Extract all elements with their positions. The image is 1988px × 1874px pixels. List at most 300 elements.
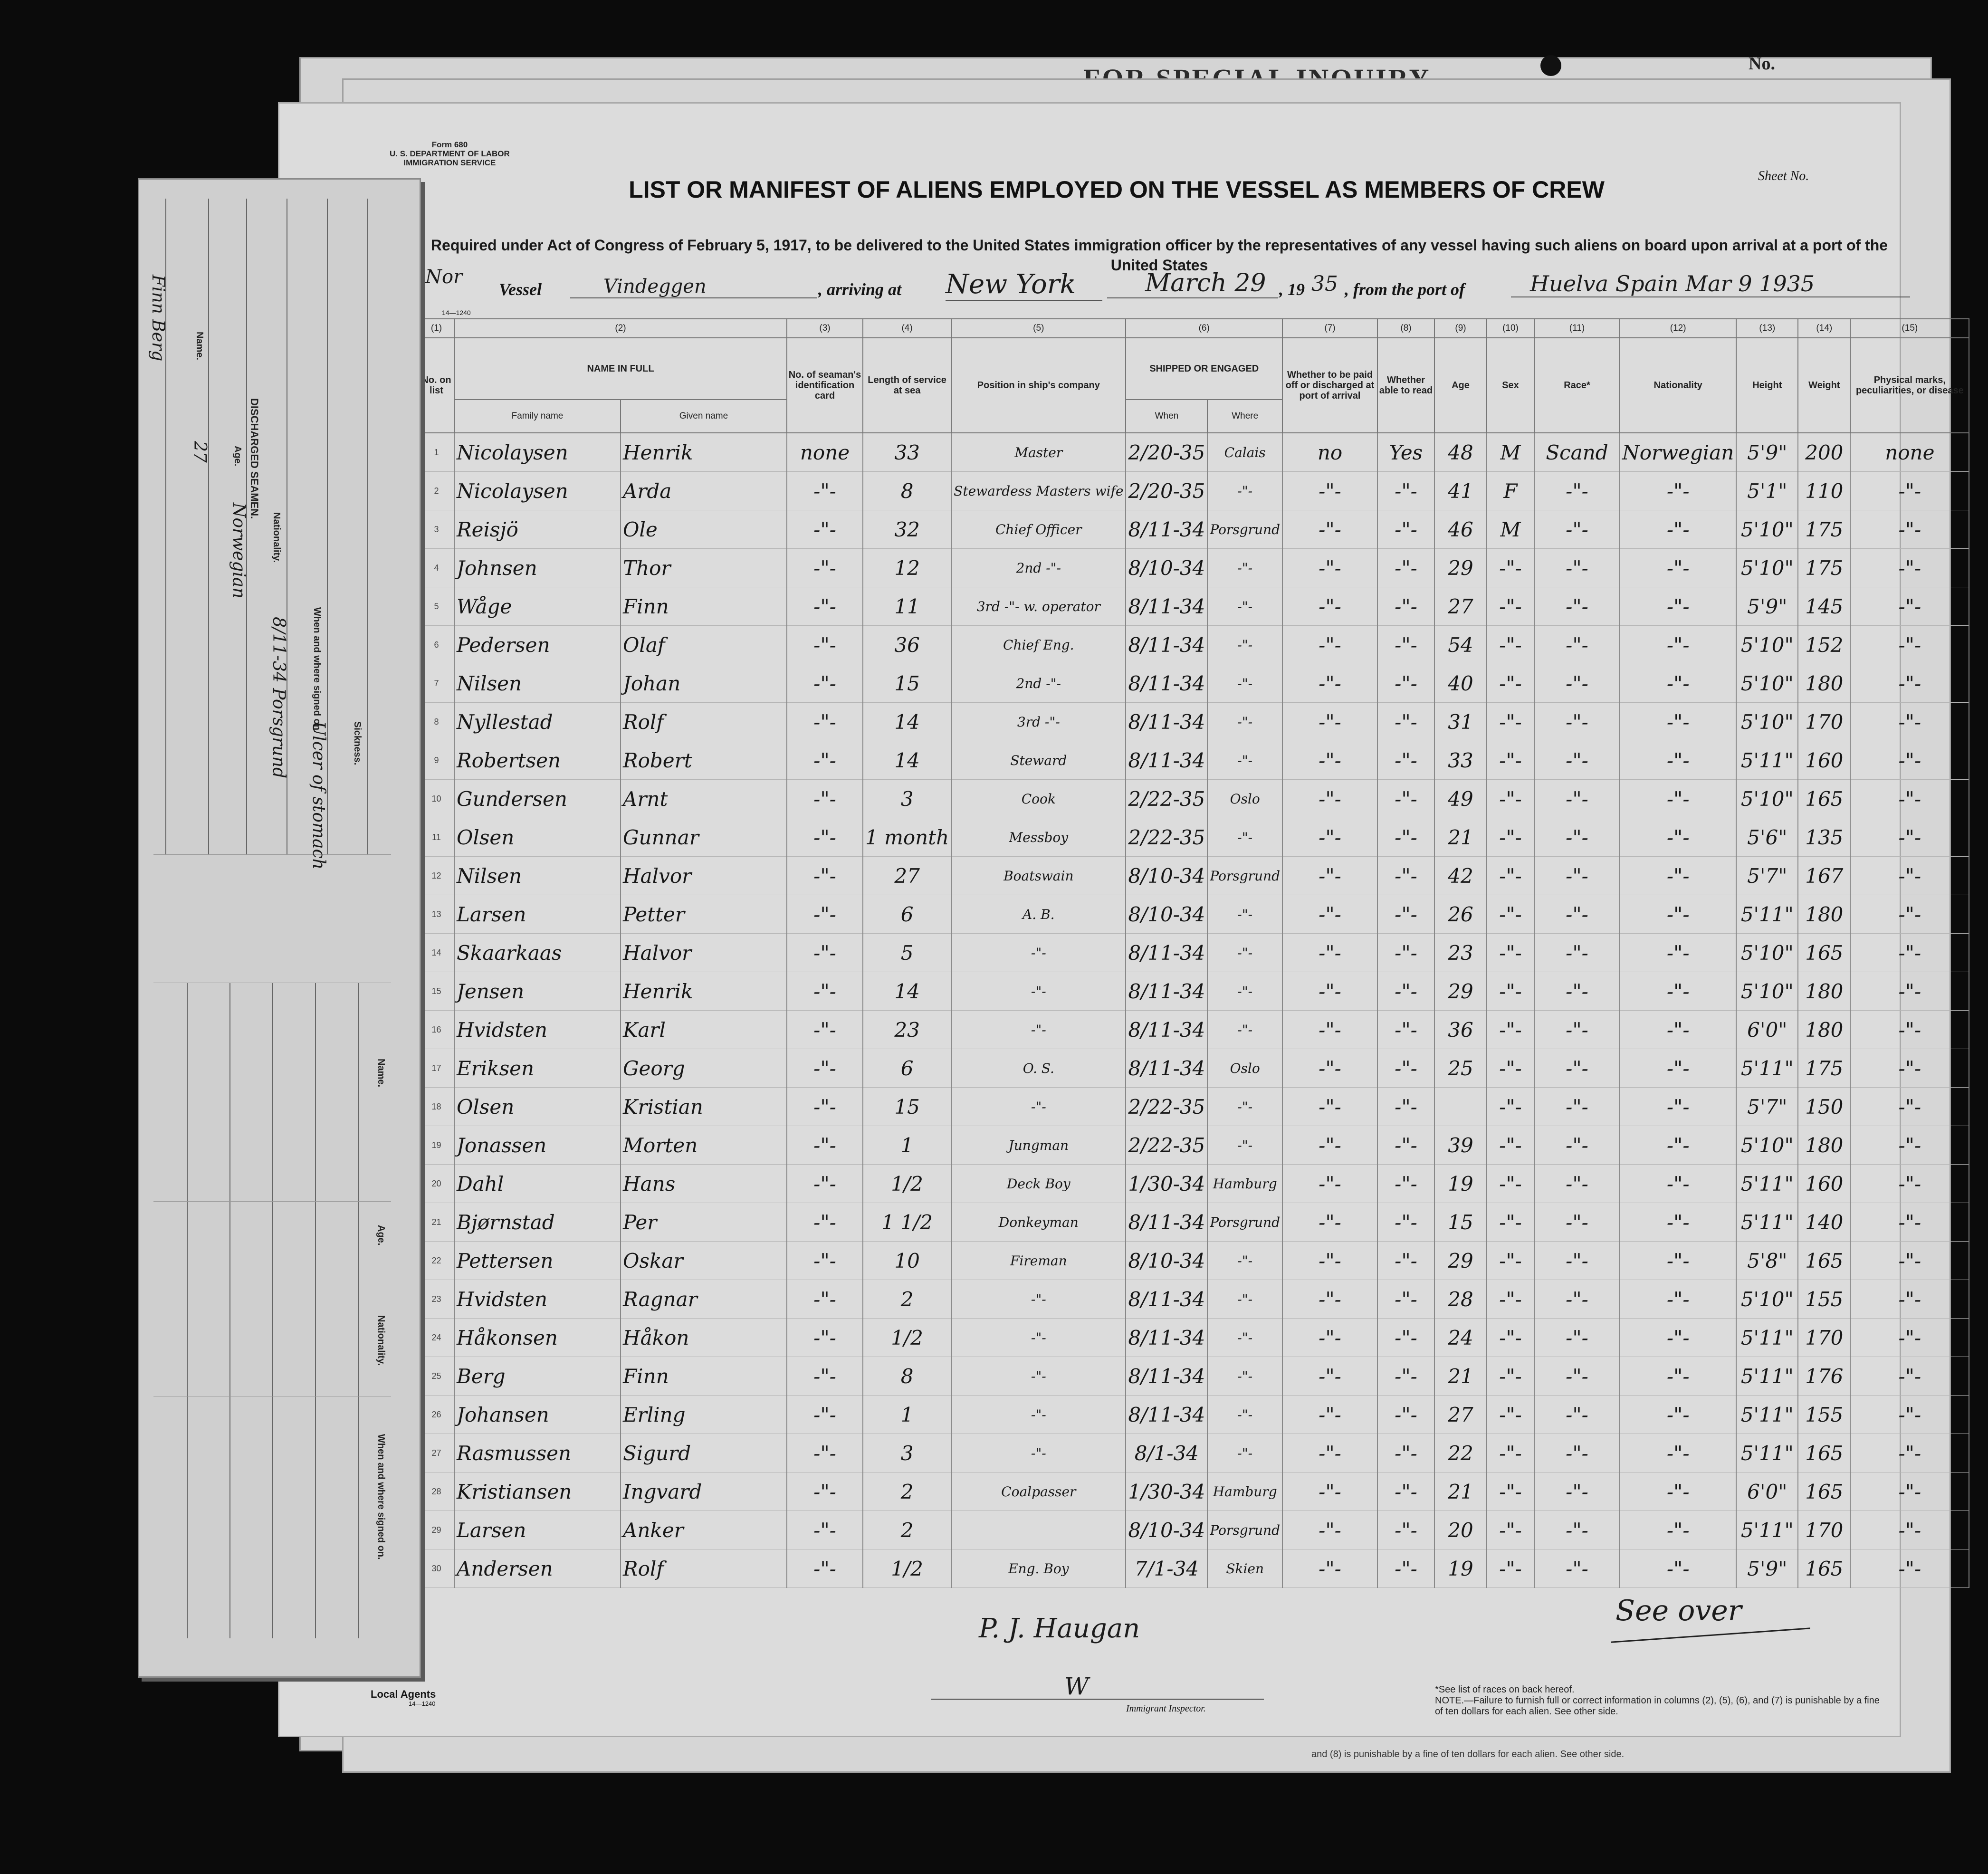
cell-weight: 180 [1798,1011,1850,1049]
cell-age: 54 [1434,626,1487,664]
cell-row-number: 2 [419,472,454,510]
cell-age: 21 [1434,818,1487,857]
cell-shipped-where: Hamburg [1207,1165,1282,1203]
cell-physical-marks: -"- [1850,1357,1969,1396]
cell-family-name: Wåge [454,587,621,626]
col-header-when: When [1126,400,1207,433]
cell-physical-marks: -"- [1850,1319,1969,1357]
cell-sex: -"- [1487,780,1534,818]
cell-nationality: -"- [1620,1396,1736,1434]
cell-able-read: -"- [1377,1088,1434,1126]
cell-row-number: 16 [419,1011,454,1049]
cell-paid-off: -"- [1282,1049,1377,1088]
cell-shipped-when: 2/22-35 [1126,1126,1207,1165]
cell-row-number: 18 [419,1088,454,1126]
strip-rule [315,983,316,1638]
cell-age [1434,1088,1487,1126]
cell-shipped-when: 8/10-34 [1126,549,1207,587]
cell-paid-off: -"- [1282,1549,1377,1588]
from-port-label: , from the port of [1345,280,1465,299]
cell-shipped-where: Porsgrund [1207,1511,1282,1549]
cell-length-service: 33 [863,433,951,472]
cell-weight: 175 [1798,549,1850,587]
sheet-number-label: Sheet No. [1758,169,1809,183]
cell-height: 5'10" [1736,934,1798,972]
cell-family-name: Jensen [454,972,621,1011]
cell-shipped-where: -"- [1207,626,1282,664]
cell-sex: -"- [1487,1357,1534,1396]
cell-sex: -"- [1487,972,1534,1011]
table-row [419,1549,1969,1588]
cell-able-read: -"- [1377,1472,1434,1511]
cell-id-card: -"- [787,510,863,549]
cell-row-number: 28 [419,1472,454,1511]
cell-given-name: Finn [621,1357,787,1396]
cell-length-service: 2 [863,1511,951,1549]
cell-position: -"- [951,934,1126,972]
cell-sex: -"- [1487,1511,1534,1549]
cell-race: -"- [1534,1088,1620,1126]
cell-weight: 165 [1798,1472,1850,1511]
col-header-no-on-list: No. on list [419,338,454,433]
cell-paid-off: -"- [1282,587,1377,626]
cell-family-name: Hvidsten [454,1011,621,1049]
cell-id-card: -"- [787,1280,863,1319]
cell-paid-off: -"- [1282,780,1377,818]
cell-paid-off: -"- [1282,1203,1377,1242]
cell-paid-off: -"- [1282,1472,1377,1511]
cell-id-card: -"- [787,1549,863,1588]
cell-row-number: 15 [419,972,454,1011]
table-row [419,587,1969,626]
cell-row-number: 10 [419,780,454,818]
strip-col-signed-lower: When and where signed on. [376,1434,386,1560]
col-num-11: (11) [1534,319,1620,338]
cell-height: 5'10" [1736,1126,1798,1165]
cell-weight: 180 [1798,664,1850,703]
cell-position: Stewardess Masters wife [951,472,1126,510]
cell-row-number: 6 [419,626,454,664]
cell-shipped-when: 2/20-35 [1126,472,1207,510]
cell-family-name: Nilsen [454,664,621,703]
cell-shipped-when: 8/10-34 [1126,857,1207,895]
cell-height: 5'9" [1736,433,1798,472]
cell-length-service: 14 [863,972,951,1011]
cell-physical-marks: -"- [1850,1203,1969,1242]
cell-sex: -"- [1487,934,1534,972]
cell-given-name: Per [621,1203,787,1242]
cell-able-read: -"- [1377,972,1434,1011]
cell-weight: 135 [1798,818,1850,857]
cell-nationality: -"- [1620,780,1736,818]
cell-weight: 170 [1798,703,1850,741]
cell-physical-marks: -"- [1850,472,1969,510]
cell-given-name: Johan [621,664,787,703]
cell-given-name: Petter [621,895,787,934]
cell-shipped-where: Hamburg [1207,1472,1282,1511]
cell-paid-off: -"- [1282,972,1377,1011]
cell-id-card: -"- [787,1434,863,1472]
cell-shipped-when: 1/30-34 [1126,1472,1207,1511]
cell-row-number: 9 [419,741,454,780]
cell-nationality: -"- [1620,1165,1736,1203]
table-row [419,895,1969,934]
col-header-name-in-full: NAME IN FULL [454,338,787,400]
cell-given-name: Finn [621,587,787,626]
strip-col-sickness: Sickness. [352,721,363,765]
cell-given-name: Ragnar [621,1280,787,1319]
cell-family-name: Skaarkaas [454,934,621,972]
cell-height: 6'0" [1736,1011,1798,1049]
cell-row-number: 30 [419,1549,454,1588]
cell-paid-off: -"- [1282,1242,1377,1280]
cell-nationality: -"- [1620,1280,1736,1319]
cell-id-card: -"- [787,626,863,664]
cell-physical-marks: -"- [1850,664,1969,703]
page-subtitle: Required under Act of Congress of February 5, 1917, to be delivered to the United States immigration officer by the representatives of any vessel having such aliens on board upon arrival at a port of the United States [430,237,1888,274]
cell-weight: 170 [1798,1511,1850,1549]
cell-able-read: -"- [1377,1203,1434,1242]
cell-position: Jungman [951,1126,1126,1165]
cell-paid-off: no [1282,433,1377,472]
back-sheet-note: and (8) is punishable by a fine of ten dollars for each alien. See other side. [1311,1749,1625,1759]
cell-row-number: 14 [419,934,454,972]
cell-length-service: 1 month [863,818,951,857]
cell-physical-marks: -"- [1850,1434,1969,1472]
cell-shipped-when: 8/11-34 [1126,1357,1207,1396]
cell-age: 21 [1434,1472,1487,1511]
cell-age: 26 [1434,895,1487,934]
cell-shipped-when: 8/11-34 [1126,1280,1207,1319]
cell-length-service: 36 [863,626,951,664]
strip-divider [153,1201,391,1202]
cell-row-number: 1 [419,433,454,472]
cell-age: 31 [1434,703,1487,741]
cell-position: Eng. Boy [951,1549,1126,1588]
strip-divider [153,854,391,855]
cell-position: Chief Eng. [951,626,1126,664]
cell-length-service: 11 [863,587,951,626]
cell-length-service: 6 [863,1049,951,1088]
form-code: 14—1240 [442,309,471,316]
from-port: Huelva Spain Mar 9 1935 [1511,271,1910,297]
cell-nationality: -"- [1620,472,1736,510]
cell-id-card: -"- [787,1357,863,1396]
cell-nationality: -"- [1620,1434,1736,1472]
cell-shipped-when: 8/11-34 [1126,587,1207,626]
cell-physical-marks: -"- [1850,1011,1969,1049]
cell-age: 19 [1434,1165,1487,1203]
cell-able-read: -"- [1377,1280,1434,1319]
cell-height: 5'11" [1736,895,1798,934]
cell-given-name: Thor [621,549,787,587]
cell-shipped-when: 2/22-35 [1126,780,1207,818]
cell-age: 29 [1434,549,1487,587]
cell-able-read: -"- [1377,587,1434,626]
inspector-label: Immigrant Inspector. [1126,1703,1206,1714]
cell-position: 3rd -"- w. operator [951,587,1126,626]
cell-row-number: 5 [419,587,454,626]
cell-shipped-where: -"- [1207,1011,1282,1049]
cell-given-name: Ingvard [621,1472,787,1511]
cell-sex: -"- [1487,1472,1534,1511]
cell-row-number: 11 [419,818,454,857]
cell-weight: 200 [1798,433,1850,472]
cell-weight: 145 [1798,587,1850,626]
cell-race: -"- [1534,549,1620,587]
cell-family-name: Gundersen [454,780,621,818]
agent-signature: P. J. Haugan [979,1613,1140,1644]
cell-position: -"- [951,972,1126,1011]
cell-id-card: -"- [787,1242,863,1280]
table-row [419,818,1969,857]
cell-id-card: none [787,433,863,472]
col-num-2: (2) [454,319,787,338]
cell-height: 5'10" [1736,780,1798,818]
cell-position: A. B. [951,895,1126,934]
cell-position: Chief Officer [951,510,1126,549]
cell-given-name: Rolf [621,1549,787,1588]
cell-id-card: -"- [787,857,863,895]
cell-weight: 150 [1798,1088,1850,1126]
cell-nationality: -"- [1620,1357,1736,1396]
cell-weight: 175 [1798,510,1850,549]
strip-col-age: Age. [232,446,243,467]
cell-race: -"- [1534,1511,1620,1549]
strip-col-nationality: Nationality. [271,512,282,563]
cell-position: -"- [951,1434,1126,1472]
strip-rule [358,983,359,1638]
cell-race: Scand [1534,433,1620,472]
cell-height: 5'11" [1736,1165,1798,1203]
cell-sex: M [1487,433,1534,472]
cell-sex: -"- [1487,587,1534,626]
crew-rows [419,433,1969,1588]
cell-id-card: -"- [787,1203,863,1242]
table-row [419,549,1969,587]
cell-position: 2nd -"- [951,549,1126,587]
table-row [419,1049,1969,1088]
cell-height: 5'10" [1736,626,1798,664]
cell-length-service: 6 [863,895,951,934]
strip-rule [208,199,209,854]
col-header-weight: Weight [1798,338,1850,433]
cell-id-card: -"- [787,780,863,818]
cell-nationality: -"- [1620,1126,1736,1165]
cell-weight: 180 [1798,972,1850,1011]
table-row [419,1511,1969,1549]
cell-length-service: 12 [863,549,951,587]
cell-height: 5'10" [1736,703,1798,741]
cell-sex: -"- [1487,1280,1534,1319]
col-num-6: (6) [1126,319,1282,338]
cell-shipped-when: 8/11-34 [1126,934,1207,972]
inspector-line [931,1699,1264,1700]
cell-able-read: -"- [1377,1126,1434,1165]
cell-length-service: 3 [863,780,951,818]
cell-family-name: Olsen [454,818,621,857]
cell-given-name: Hans [621,1165,787,1203]
cell-shipped-when: 8/11-34 [1126,1396,1207,1434]
cell-height: 5'7" [1736,857,1798,895]
cell-height: 5'9" [1736,1549,1798,1588]
cell-height: 5'11" [1736,1434,1798,1472]
cell-nationality: -"- [1620,1511,1736,1549]
strip-rule [272,983,273,1638]
cell-nationality: -"- [1620,587,1736,626]
table-row [419,780,1969,818]
cell-length-service: 1 1/2 [863,1203,951,1242]
strip-col-age-lower: Age. [376,1225,386,1246]
cell-shipped-when: 8/11-34 [1126,1319,1207,1357]
cell-shipped-where: Skien [1207,1549,1282,1588]
cell-family-name: Nyllestad [454,703,621,741]
cell-paid-off: -"- [1282,626,1377,664]
col-header-physical: Physical marks, peculiarities, or disease [1850,338,1969,433]
cell-paid-off: -"- [1282,664,1377,703]
cell-length-service: 5 [863,934,951,972]
col-num-8: (8) [1377,319,1434,338]
cell-shipped-when: 8/11-34 [1126,1049,1207,1088]
cell-shipped-where: -"- [1207,1357,1282,1396]
cell-shipped-where: Porsgrund [1207,510,1282,549]
cell-race: -"- [1534,741,1620,780]
cell-nationality: -"- [1620,1242,1736,1280]
cell-weight: 176 [1798,1357,1850,1396]
cell-height: 6'0" [1736,1472,1798,1511]
cell-weight: 152 [1798,626,1850,664]
cell-shipped-where: Porsgrund [1207,1203,1282,1242]
cell-paid-off: -"- [1282,1165,1377,1203]
cell-id-card: -"- [787,741,863,780]
cell-position: Coalpasser [951,1472,1126,1511]
cell-length-service: 3 [863,1434,951,1472]
cell-family-name: Jonassen [454,1126,621,1165]
cell-race: -"- [1534,1472,1620,1511]
cell-race: -"- [1534,664,1620,703]
cell-position: Messboy [951,818,1126,857]
cell-height: 5'10" [1736,549,1798,587]
cell-paid-off: -"- [1282,1357,1377,1396]
strip-entry-nationality: Norwegian [229,503,248,599]
cell-position: 3rd -"- [951,703,1126,741]
cell-family-name: Bjørnstad [454,1203,621,1242]
cell-nationality: -"- [1620,857,1736,895]
cell-given-name: Georg [621,1049,787,1088]
cell-shipped-where: Oslo [1207,780,1282,818]
cell-given-name: Henrik [621,972,787,1011]
cell-physical-marks: -"- [1850,549,1969,587]
cell-id-card: -"- [787,1511,863,1549]
cell-length-service: 14 [863,741,951,780]
cell-shipped-where: -"- [1207,1126,1282,1165]
cell-race: -"- [1534,510,1620,549]
cell-age: 20 [1434,1511,1487,1549]
col-header-able-read: Whether able to read [1377,338,1434,433]
cell-race: -"- [1534,934,1620,972]
cell-age: 23 [1434,934,1487,972]
cell-shipped-where: -"- [1207,703,1282,741]
cell-shipped-where: -"- [1207,1088,1282,1126]
cell-race: -"- [1534,1280,1620,1319]
cell-row-number: 7 [419,664,454,703]
year-prefix: , 19 [1279,280,1305,299]
cell-race: -"- [1534,1396,1620,1434]
cell-given-name: Robert [621,741,787,780]
cell-id-card: -"- [787,972,863,1011]
table-row [419,1472,1969,1511]
cell-weight: 155 [1798,1396,1850,1434]
cell-row-number: 19 [419,1126,454,1165]
cell-able-read: -"- [1377,1242,1434,1280]
table-row [419,1165,1969,1203]
cell-position: O. S. [951,1049,1126,1088]
cell-race: -"- [1534,472,1620,510]
cell-shipped-when: 8/10-34 [1126,1242,1207,1280]
page-title: LIST OR MANIFEST OF ALIENS EMPLOYED ON THE VESSEL AS MEMBERS OF CREW [629,176,1605,203]
cell-age: 29 [1434,1242,1487,1280]
cell-nationality: -"- [1620,895,1736,934]
table-row [419,857,1969,895]
table-row [419,703,1969,741]
cell-physical-marks: -"- [1850,703,1969,741]
cell-nationality: -"- [1620,972,1736,1011]
cell-length-service: 32 [863,510,951,549]
cell-given-name: Kristian [621,1088,787,1126]
cell-id-card: -"- [787,703,863,741]
cell-length-service: 10 [863,1242,951,1280]
strip-col-nationality-lower: Nationality. [376,1315,386,1366]
cell-family-name: Håkonsen [454,1319,621,1357]
cell-race: -"- [1534,626,1620,664]
cell-able-read: -"- [1377,857,1434,895]
table-row [419,626,1969,664]
cell-nationality: -"- [1620,703,1736,741]
cell-given-name: Håkon [621,1319,787,1357]
cell-position: Fireman [951,1242,1126,1280]
strip-entry-age: 27 [190,441,210,463]
cell-physical-marks: none [1850,433,1969,472]
cell-id-card: -"- [787,818,863,857]
cell-physical-marks: -"- [1850,587,1969,626]
cell-id-card: -"- [787,587,863,626]
col-header-sex: Sex [1487,338,1534,433]
cell-given-name: Halvor [621,934,787,972]
cell-physical-marks: -"- [1850,972,1969,1011]
cell-given-name: Arda [621,472,787,510]
cell-position: -"- [951,1319,1126,1357]
strip-col-name: Name. [194,332,205,361]
cell-age: 25 [1434,1049,1487,1088]
cell-age: 40 [1434,664,1487,703]
cell-shipped-when: 8/11-34 [1126,1011,1207,1049]
cell-shipped-when: 8/11-34 [1126,703,1207,741]
cell-weight: 165 [1798,780,1850,818]
cell-length-service: 2 [863,1472,951,1511]
col-header-position: Position in ship's company [951,338,1126,433]
cell-shipped-when: 2/20-35 [1126,433,1207,472]
cell-paid-off: -"- [1282,1319,1377,1357]
cell-paid-off: -"- [1282,703,1377,741]
cell-shipped-when: 8/10-34 [1126,1511,1207,1549]
cell-shipped-when: 8/11-34 [1126,664,1207,703]
cell-given-name: Oskar [621,1242,787,1280]
cell-paid-off: -"- [1282,1434,1377,1472]
cell-given-name: Halvor [621,857,787,895]
cell-height: 5'10" [1736,664,1798,703]
cell-row-number: 22 [419,1242,454,1280]
cell-weight: 155 [1798,1280,1850,1319]
